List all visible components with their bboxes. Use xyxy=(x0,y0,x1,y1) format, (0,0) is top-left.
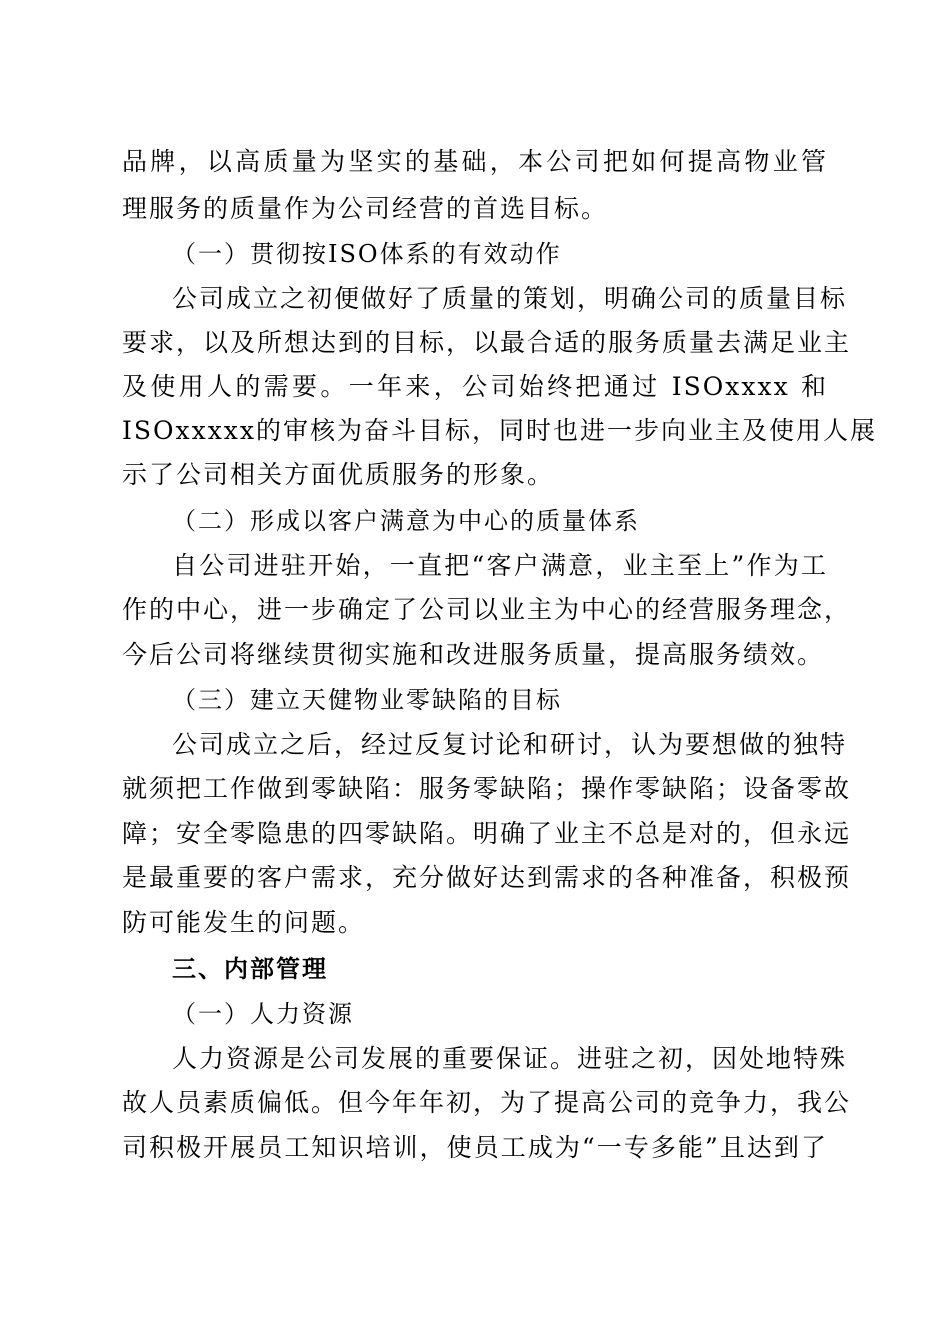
paragraph-line: 是最重要的客户需求，充分做好达到需求的各种准备，积极预 xyxy=(122,863,852,892)
paragraph-line: 今后公司将继续贯彻实施和改进服务质量，提高服务绩效。 xyxy=(122,640,825,669)
section-heading: （一）贯彻按ISO体系的有效动作 xyxy=(172,240,562,268)
section-heading: （一）人力资源 xyxy=(172,1000,354,1028)
paragraph-line: 及使用人的需要。一年来，公司始终把通过 ISOxxxx 和 xyxy=(122,372,828,401)
paragraph-line: 人力资源是公司发展的重要保证。进驻之初，因处地特殊 xyxy=(172,1044,848,1073)
paragraph-line: 自公司进驻开始，一直把“客户满意，业主至上”作为工 xyxy=(172,551,828,580)
section-heading: （二）形成以客户满意为中心的质量体系 xyxy=(172,507,640,535)
paragraph-line: 示了公司相关方面优质服务的形象。 xyxy=(122,460,555,489)
paragraph-line: 品牌，以高质量为坚实的基础，本公司把如何提高物业管 xyxy=(122,147,828,176)
paragraph-line: 司积极开展员工知识培训，使员工成为“一专多能”且达到了 xyxy=(122,1133,828,1162)
paragraph-line: 作的中心，进一步确定了公司以业主为中心的经营服务理念， xyxy=(122,595,852,624)
chapter-heading: 三、内部管理 xyxy=(172,955,328,983)
paragraph-line: 公司成立之初便做好了质量的策划，明确公司的质量目标 xyxy=(172,284,848,313)
paragraph-line: 故人员素质偏低。但今年年初，为了提高公司的竞争力，我公 xyxy=(122,1088,852,1117)
paragraph-line: 就须把工作做到零缺陷：服务零缺陷；操作零缺陷；设备零故 xyxy=(122,774,852,803)
paragraph-line: 公司成立之后，经过反复讨论和研讨，认为要想做的独特 xyxy=(172,730,848,759)
paragraph-line: 障；安全零隐患的四零缺陷。明确了业主不总是对的，但永远 xyxy=(122,819,852,848)
paragraph-line: 理服务的质量作为公司经营的首选目标。 xyxy=(122,194,609,223)
section-heading: （三）建立天健物业零缺陷的目标 xyxy=(172,686,562,714)
paragraph-line: ISOxxxxx的审核为奋斗目标，同时也进一步向业主及使用人展 xyxy=(122,416,877,445)
paragraph-line: 防可能发生的问题。 xyxy=(122,908,366,937)
paragraph-line: 要求，以及所想达到的目标，以最合适的服务质量去满足业主 xyxy=(122,328,852,357)
